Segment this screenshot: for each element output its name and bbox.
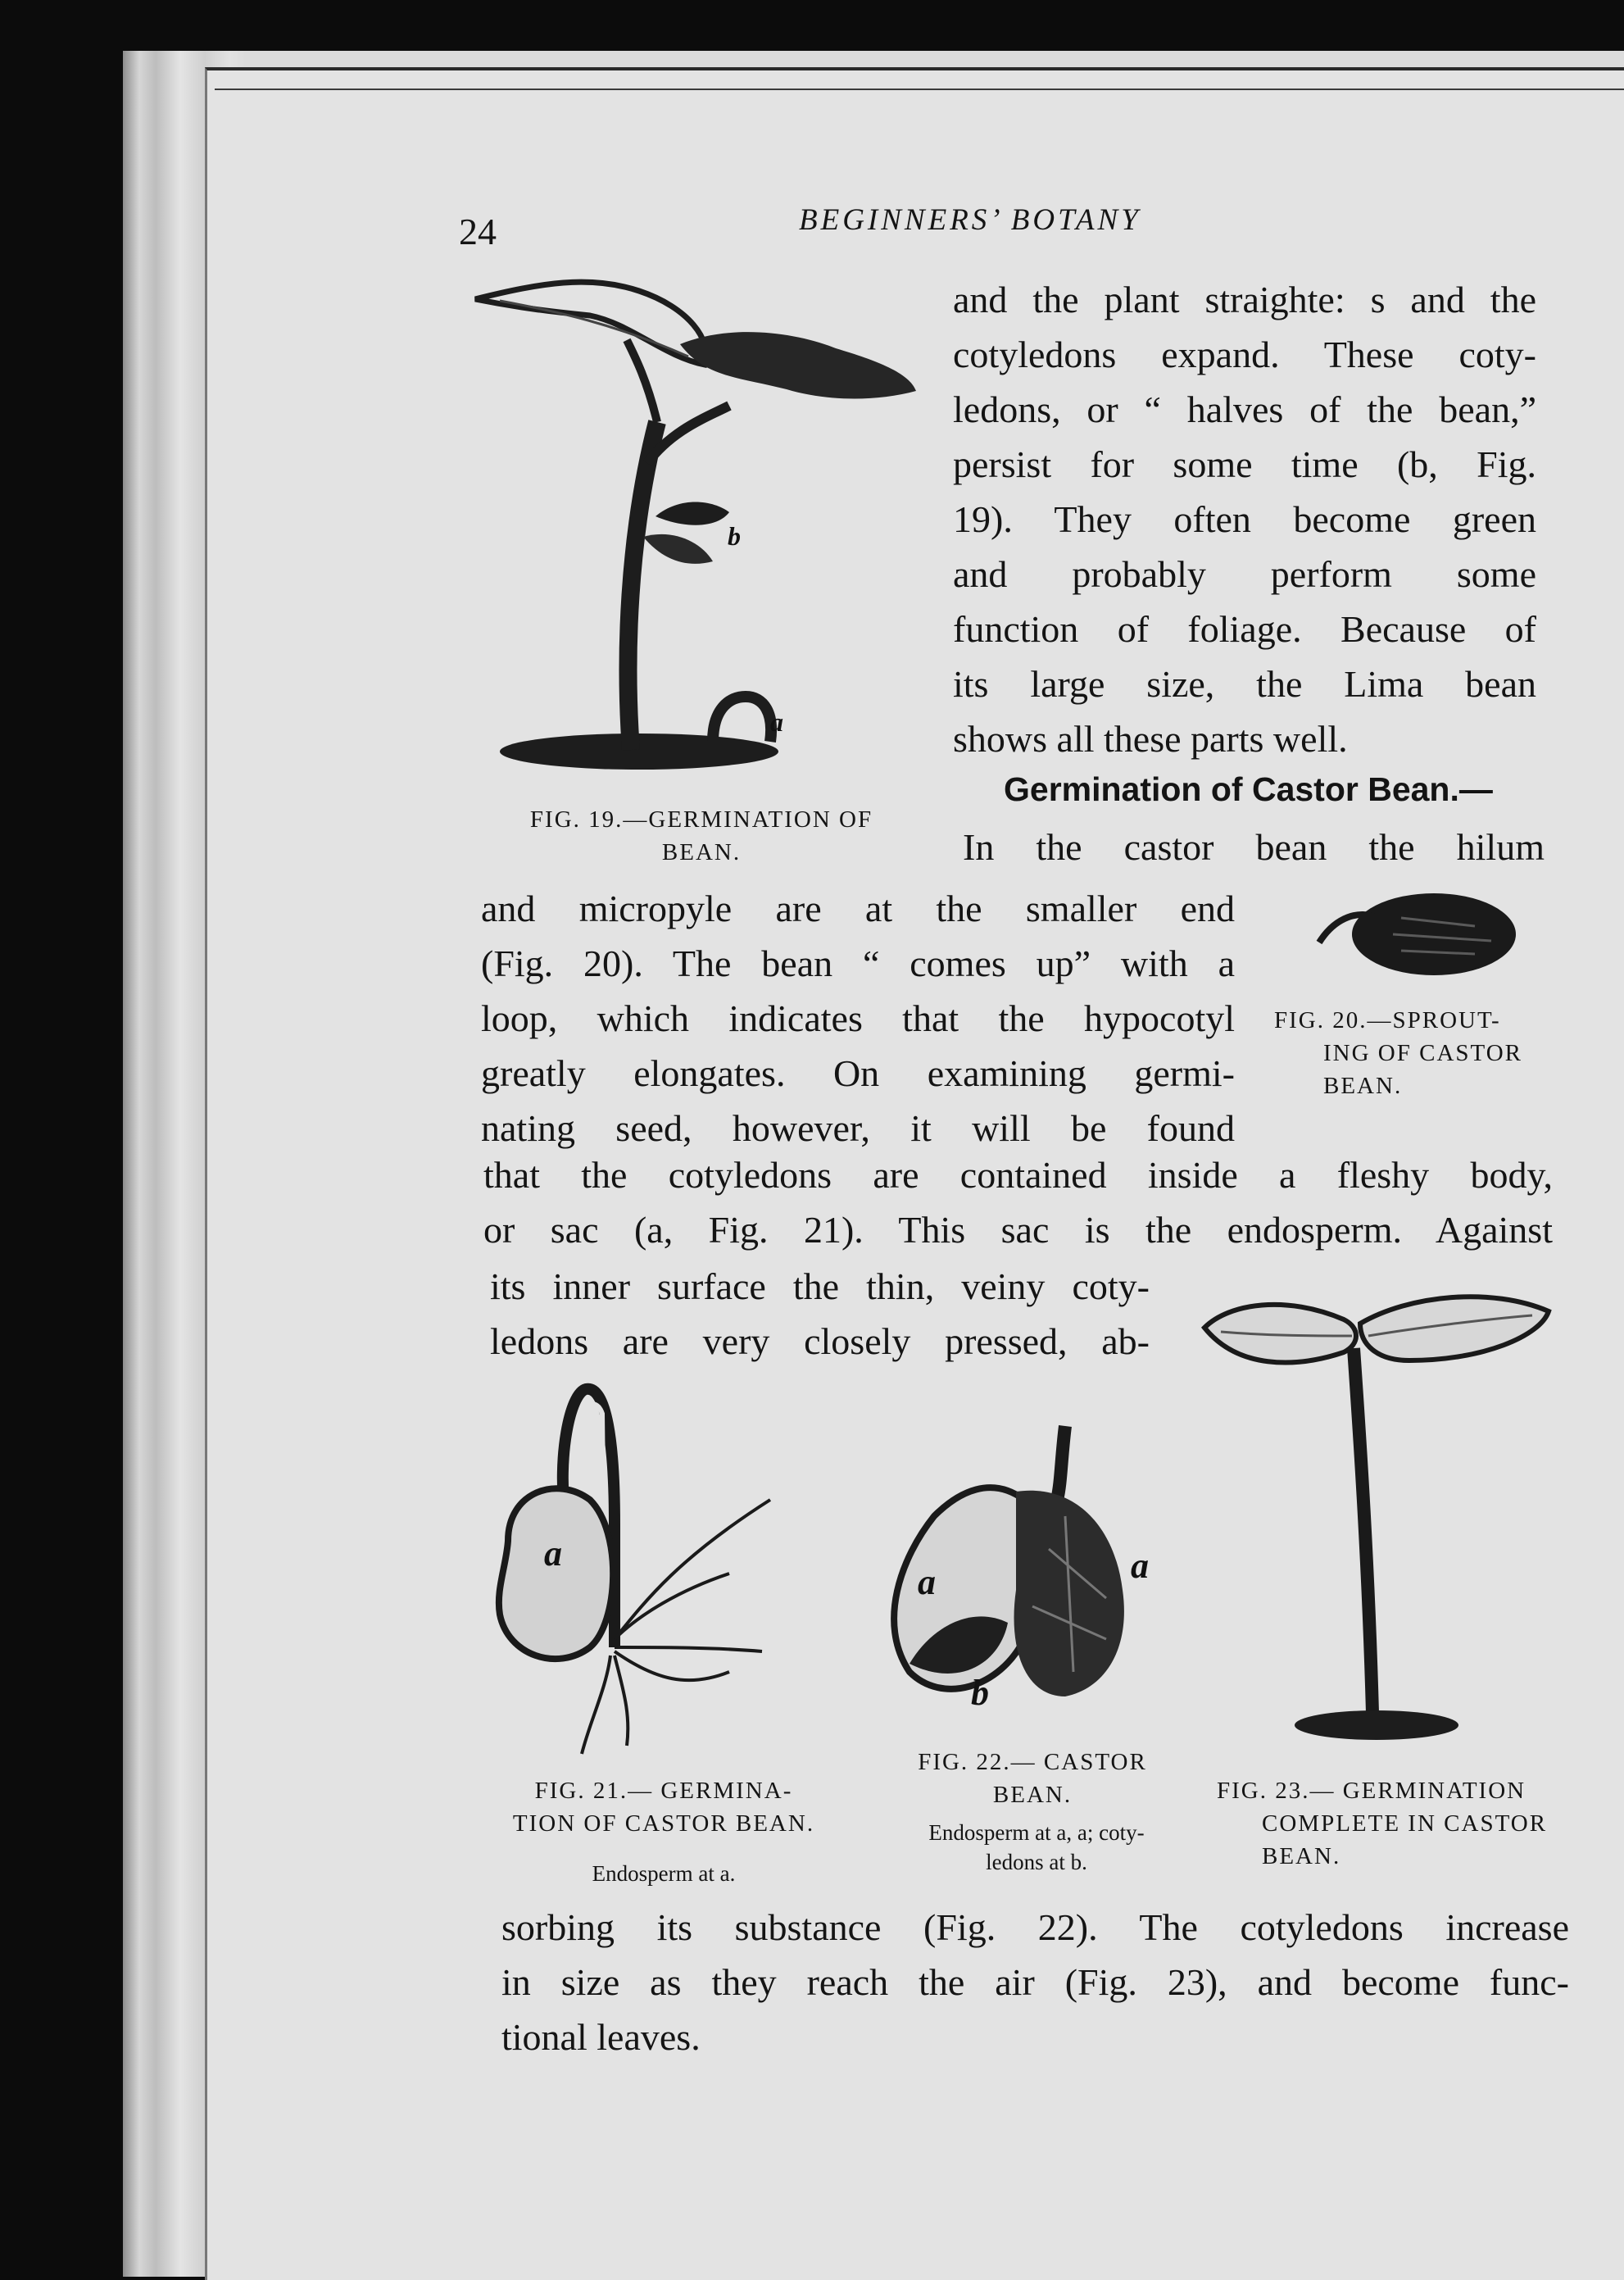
fig22-label-a2: a [1131,1546,1149,1586]
text-line: 19). They often become green [953,498,1536,540]
fig20-caption-line: BEAN. [1323,1073,1403,1099]
fig23-caption-line: BEAN. [1262,1843,1341,1869]
text-block-top [953,272,1536,766]
fig22-caption [877,1746,1188,1811]
fig23-caption [1217,1774,1569,1873]
text-line: and probably perform some [953,553,1536,595]
section-heading: Germination of Castor Bean.— [1004,770,1493,808]
fig22-caption-line: FIG. 22.— CASTOR [918,1749,1147,1775]
text-line: sorbing its substance (Fig. 22). The cotyledons increase [501,1906,1569,1948]
fig19-label-a: a [770,707,783,737]
text-line: cotyledons expand. These coty- [953,334,1536,375]
text-block-wide [483,1147,1553,1257]
text-line: nating seed, however, it will be found [481,1107,1235,1149]
fig20-caption-line: FIG. 20.—SPROUT- [1274,1007,1501,1033]
fig22-label-a1: a [918,1562,936,1602]
fig22-castor-bean-illustration [860,1426,1188,1721]
fig20-sprouting-castor-bean-illustration [1311,885,1524,983]
text-line: tional leaves. [501,2016,701,2058]
text-block-mid [481,881,1235,1156]
fig19-caption [497,803,906,869]
text-line: ledons are very closely pressed, ab- [490,1320,1150,1362]
fig23-caption-line: COMPLETE IN CASTOR [1262,1810,1548,1837]
fig20-caption [1274,1004,1561,1102]
fig21-caption-line: TION OF CASTOR BEAN. [512,1810,815,1837]
text-line: shows all these parts well. [953,718,1348,760]
fig19-caption-line: FIG. 19.—GERMINATION OF [529,806,873,833]
fig22-subcaption-line: ledons at b. [986,1850,1087,1874]
fig20-caption-line: ING OF CASTOR [1323,1040,1523,1066]
fig21-caption [492,1774,836,1840]
page-number: 24 [459,211,497,252]
text-line: loop, which indicates that the hypocotyl [481,997,1235,1039]
text-line: that the cotyledons are contained inside a fleshy body, [483,1154,1553,1196]
text-line: its large size, the Lima bean [953,663,1536,705]
fig22-subcaption-line: Endosperm at a, a; coty- [928,1820,1145,1845]
fig22-caption-line: BEAN. [992,1782,1073,1808]
text-block-short [490,1259,1150,1369]
text-line: in size as they reach the air (Fig. 23), and become func- [501,1961,1569,2003]
page-top-rule [215,89,1624,90]
fig23-castor-seedling-illustration [1196,1279,1557,1754]
fig22-label-b: b [971,1673,989,1713]
text-line: its inner surface the thin, veiny coty- [490,1265,1150,1307]
running-title: BEGINNERS’ BOTANY [799,203,1141,237]
text-line: greatly elongates. On examining germi- [481,1052,1235,1094]
fig21-subcaption: Endosperm at a. [592,1861,736,1886]
text-block-bottom [501,1900,1569,2064]
text-line: In the castor bean the hilum [963,826,1545,868]
fig19-bean-seedling-illustration [467,266,926,791]
text-line: function of foliage. Because of [953,608,1536,650]
fig21-germinating-castor-bean-illustration [492,1377,819,1762]
fig21-caption-line: FIG. 21.— GERMINA- [534,1778,793,1804]
fig21-label-a: a [544,1533,562,1574]
fig19-label-b: b [728,521,741,551]
text-line: persist for some time (b, Fig. [953,443,1536,485]
text-line: or sac (a, Fig. 21). This sac is the endosperm. Against [483,1209,1553,1251]
fig23-caption-line: FIG. 23.— GERMINATION [1217,1778,1526,1804]
text-line: and micropyle are at the smaller end [481,888,1235,929]
text-line: (Fig. 20). The bean “ comes up” with a [481,942,1235,984]
text-line: ledons, or “ halves of the bean,” [953,388,1536,430]
fig22-subcaption [856,1818,1217,1877]
fig19-caption-line: BEAN. [661,839,742,865]
text-block-heading-follow [963,820,1545,874]
text-line: and the plant straighte: s and the [953,279,1536,320]
